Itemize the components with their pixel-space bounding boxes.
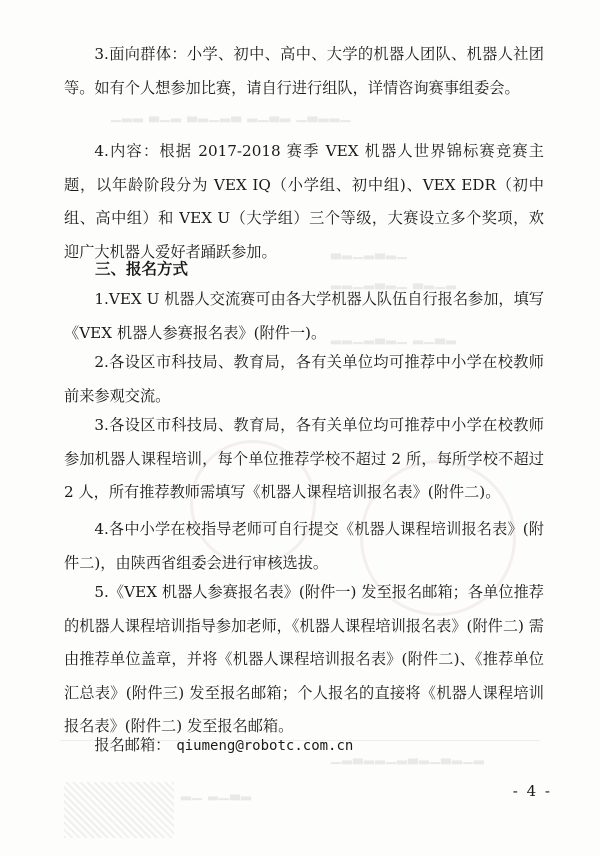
email-label: 报名邮箱：	[94, 736, 171, 754]
bleed-through-text: ▂▃▁▂ ▁▂▃▂▁▂▂	[330, 330, 457, 345]
bleed-through-block	[64, 782, 174, 838]
email-line	[64, 730, 353, 761]
bleed-through-text: ▂▁▂▃ ▁▂▃▂▁▂▂	[330, 275, 457, 290]
paragraph-target-group: 3.面向群体：小学、初中、高中、大学的机器人团队、机器人社团等。如有个人想参加比赛，请自行进行组队，详情咨询赛事组委会。	[64, 45, 544, 97]
list-item: 4.各中小学在校指导老师可自行提交《机器人课程培训报名表》(附件二)，由陕西省组委会进行审核选拔。	[64, 520, 544, 572]
list-item: 5.《VEX 机器人参赛报名表》(附件一) 发至报名邮箱；各单位推荐的机器人课程培训指导参加老师，《机器人课程培训报名表》(附件二) 需由推荐单位盖章，并将《机器人课程培训报名表》(附件二)、《推荐单位汇总表》(附件三) 发至报名邮箱；个人报名的直接将《机器人课程培训报名表》(附件二) 发至报名邮箱。	[64, 583, 544, 736]
bleed-through-text: ▂▁▂▃▁▂▃▂▁▂▂▃▂▁	[330, 750, 484, 765]
email-address-link[interactable]: qiumeng@robotc.com.cn	[176, 738, 354, 754]
list-item: 2.各设区市科技局、教育局，各有关单位均可推荐中小学在校教师前来参观交流。	[64, 353, 544, 405]
paragraph-content: 4.内容：根据 2017-2018 赛季 VEX 机器人世界锦标赛竞赛主题，以年龄阶段分为 VEX IQ（小学组、初中组)、VEX EDR（初中组、高中组）和 VEX U（大学组）三个等级，大赛设立多个奖项，欢迎广大机器人爱好者踊跃参加。	[64, 142, 544, 261]
list-item: 3.各设区市科技局、教育局，各有关单位均可推荐中小学在校教师参加机器人课程培训，每个单位推荐学校不超过 2 所，每所学校不超过 2 人，所有推荐教师需填写《机器人课程培训报名表》(附件二)。	[64, 416, 544, 502]
bleed-through-text: ▁▂▃▂▁▂▃	[330, 245, 407, 260]
page-number: - 4 -	[512, 782, 552, 800]
bleed-through-text: ▂▃▁▂ ▁▂	[180, 786, 252, 801]
bleed-through-text: ▁▂▂▃▁ ▂▃▁▂ ▃▂▁▂▃ ▂▁▃ ▂▂▁	[110, 108, 351, 123]
section-heading: 三、报名方式	[95, 260, 189, 278]
list-item: 1.VEX U 机器人交流赛可由各大学机器人队伍自行报名参加，填写《VEX 机器人参赛报名表》(附件一)。	[64, 290, 544, 342]
